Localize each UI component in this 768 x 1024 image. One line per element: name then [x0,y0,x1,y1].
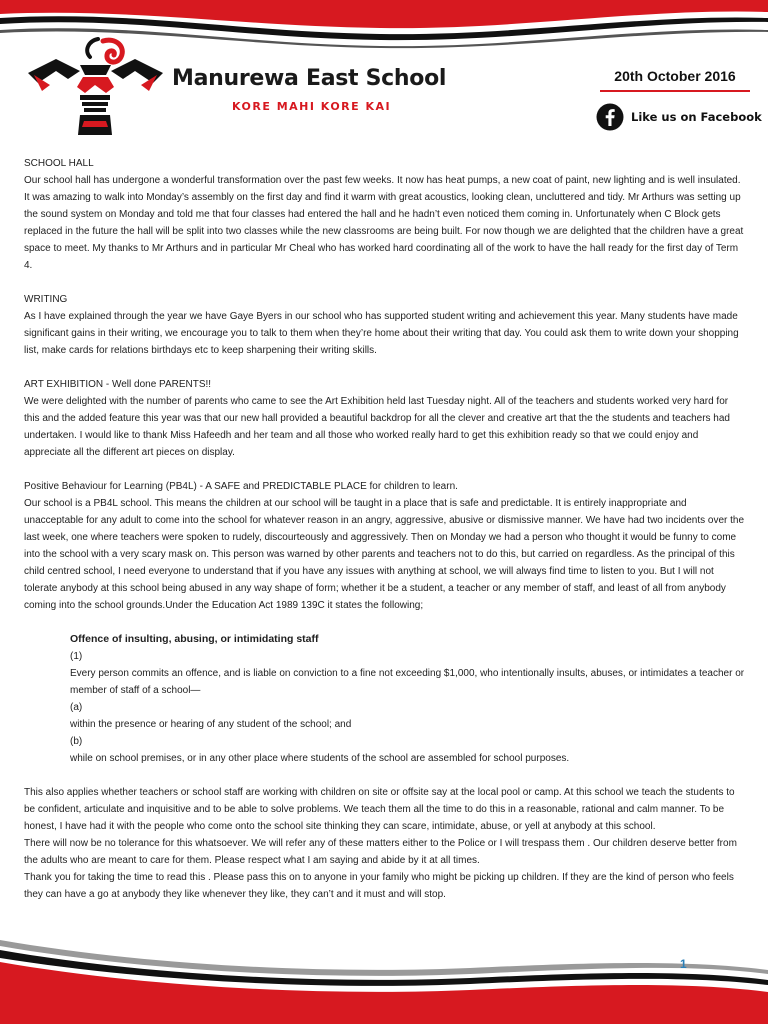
school-name: Manurewa East School [172,66,447,91]
pb4l-heading: Positive Behaviour for Learning (PB4L) - A SAFE and PREDICTABLE PLACE for children to learn. [24,481,458,492]
writing-section [24,291,746,359]
footer-wave-decoration [0,930,768,1024]
closing-paragraph: There will now be no tolerance for this whatsoever. We will refer any of these matters either to the Police or I will trespass them . Our children deserve better from the adults who are meant to care for them. Please respect what I am saying and abide by it at all times. [24,838,737,866]
legal-quote-line: while on school premises, or in any other place where students of the school are assembled for school purposes. [70,753,570,764]
pb4l-text: Our school is a PB4L school. This means the children at our school will be taught in a place that is safe and predictable. It is entirely inappropriate and unacceptable for any adult to come into the school for whatever reason in an angry, aggressive, abusive or dismissive manner. We have had two incidents over the last week, one where teachers were spoken to rudely, discourteously and aggressively. Then on Monday we had a person who thought it would be funny to come into the school with a very scary mask on. This person was warned by other parents and teachers not to do this, but carried on regardless. As the principal of this child centred school, I need everyone to understand that if you have any issues with anything at school, we will always find time to listen to you. But I will not tolerate anybody at this school being abused in any way shape of form; whether it be a student, a teacher or any member of staff, and least of all from anybody coming into the school grounds.Under the Education Act 1989 139C it states the following; [24,498,745,611]
legal-quote-title: Offence of insulting, abusing, or intimidating staff [70,633,319,645]
art-exhibition-text: We were delighted with the number of parents who came to see the Art Exhibition held last Tuesday night. All of the teachers and students worked very hard for this and the added feature this year was that our new hall provided a beautiful backdrop for all the clever and creative art that the the students and teachers had undertaken. I would like to thank Miss Hafeedh and her team and all those who worked really hard to get this exhibition ready so that we could enjoy and appreciate all the different art pieces on display. [24,396,730,458]
legal-quote-line: (1) [70,651,83,662]
facebook-link[interactable] [596,103,762,131]
school-hall-section [24,155,746,274]
legal-quote [70,631,746,767]
school-hall-heading: SCHOOL HALL [24,158,94,169]
facebook-icon [596,103,624,131]
facebook-label: Like us on Facebook [631,110,762,124]
newsletter-body [24,155,746,920]
legal-quote-line: (b) [70,736,83,747]
writing-text: As I have explained through the year we have Gaye Byers in our school who has supported student writing and achievement this year. Many students have made significant gains in their writing, we encourage you to talk to them when they’re home about their writing that day. You could ask them to write down your shopping list, make cards for relations birthdays etc to keep sharpening their writing skills. [24,311,739,356]
newsletter-date: 20th October 2016 [600,68,750,92]
art-exhibition-section [24,376,746,461]
pb4l-section [24,478,746,614]
school-hall-text: Our school hall has undergone a wonderful transformation over the past few weeks. It now has heat pumps, a new coat of paint, new lighting and is well insulated. It was amazing to walk into Monday’s assembly on the first day and find it warm with great acoustics, looking clean, uncluttered and tidy. Mr Arthurs was setting up the sound system on Monday and told me that four classes had entered the hall and he hadn’t even noticed them coming in. Unfortunately when C Block gets replaced in the future the hall will be split into two classes while the new classrooms are being built. For now though we are delighted that the children have a great space to meet. My thanks to Mr Arthurs and in particular Mr Cheal who has worked hard coordinating all of the work to have the hall ready for the first day of Term 4. [24,175,744,271]
legal-quote-line: Every person commits an offence, and is liable on conviction to a fine not exceeding $1,000, who intentionally insults, abuses, or intimidates a teacher or member of staff of a school— [70,668,745,696]
closing-paragraph: This also applies whether teachers or school staff are working with children on site or offsite say at the local pool or camp. At this school we teach the students to be confident, articulate and inquisitive and to be able to solve problems. We teach them all the time to do this in a reasonable, rational and calm manner. To be honest, I have had it with the people who come onto the school site thinking they can scare, intimidate, abuse, or yell at anybody at this school. [24,787,735,832]
legal-quote-line: (a) [70,702,83,713]
school-motto: KORE MAHI KORE KAI [232,100,392,113]
closing-section [24,784,746,903]
art-exhibition-heading: ART EXHIBITION - Well done PARENTS!! [24,379,212,390]
school-logo-icon [28,35,163,135]
closing-paragraph: Thank you for taking the time to read this . Please pass this on to anyone in your family who might be picking up children. If they are the kind of person who feels they can have a go at anybody they like whenever they like, they can’t and it must and will stop. [24,872,734,900]
page-number: 1 [680,957,687,971]
writing-heading: WRITING [24,294,68,305]
legal-quote-line: within the presence or hearing of any student of the school; and [70,719,352,730]
